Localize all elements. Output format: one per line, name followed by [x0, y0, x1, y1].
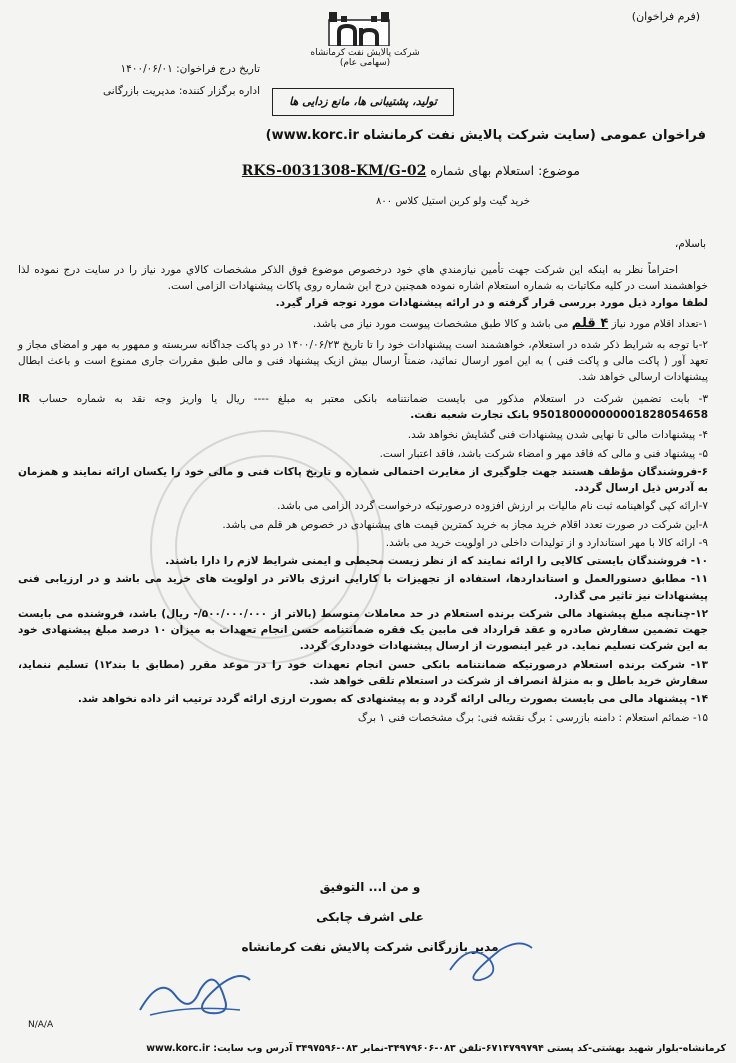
clause-3 — [18, 391, 708, 424]
publish-date: تاریخ درج فراخوان: ۱۴۰۰/۰۶/۰۱ — [120, 63, 260, 75]
clause-7: ۷-ارائه کپی گواهینامه ثبت نام مالیات بر ارزش افزوده درصورتیکه درخواست گردد الزامی می باشد. — [277, 500, 708, 513]
subject-prefix: موضوع: استعلام بهای شماره — [430, 163, 580, 178]
company-name: شرکت پالایش نفت کرمانشاه (سهامی عام) — [310, 48, 420, 68]
closing-phrase: و من ا... التوفیق — [319, 880, 421, 894]
initials-signature-icon — [440, 930, 540, 990]
form-label: (فرم فراخوان) — [631, 10, 700, 23]
inquiry-code: RKS-0031308-KM/G-02 — [241, 163, 427, 179]
clause-13: ۱۳- شرکت برنده استعلام درصورتیکه ضمانتنامه بانکی حسن انجام تعهدات خود را در موعد مقرر (مطابق با بند۱۲) تسلیم ننماید، سفارش خرید باطل و به منزلهٔ انصراف از شرکت در استعلام تلقی خواهد شد. — [18, 658, 708, 687]
clause-11: ۱۱- مطابق دستورالعمل و استانداردها، استفاده از تجهیزات با کارایی انرژی بالاتر در اولویت های خرید می باشد و در ارزیابی فنی پیشنهادات نیز تاثیر می گذارد. — [18, 573, 708, 602]
clause-1-tail: می باشد و کالا طبق مشخصات پیوست مورد نیاز می باشد. — [312, 317, 569, 330]
clause-2: ۲-با توجه به شرایط ذکر شده در استعلام، خواهشمند است پیشنهادات خود را تا تاریخ ۱۴۰۰/۰۶/۲۳ در دو پاکت جداگانه سربسته و ممهور به مهر و امضای مجاز و تعهد آور ( پاکت مالی و پاکت فنی ) به این امور ارسال نمائید، ضمناً ارسال بیش ازیک پیشنهاد فنی و مالی طبق مقررات جاری ممنوع است و باعث ابطال پیشنهادات ارسالی خواهد شد. — [18, 338, 708, 384]
greeting: باسلام، — [674, 238, 706, 250]
item-description: خرید گیت ولو کربن استیل کلاس ۸۰۰ — [376, 196, 530, 207]
item-quantity: ۴ قلم — [571, 315, 609, 331]
page-title: فراخوان عمومی (سایت شرکت پالایش نفت کرمانشاه www.korc.ir) — [265, 128, 706, 143]
clause-9: ۹- ارائه کالا با مهر استاندارد و از تولیدات داخلی در اولویت خرید می باشد. — [385, 536, 708, 549]
bank-name: بانک تجارت شعبه نفت. — [410, 409, 530, 421]
clause-4: ۴- پیشنهادات مالی تا نهایی شدن پیشنهادات فنی گشایش نخواهد شد. — [407, 429, 708, 442]
organizer: اداره برگزار کننده: مدیریت بازرگانی — [102, 85, 260, 97]
clause-1-text: ۱-تعداد اقلام مورد نیاز — [611, 317, 708, 330]
document-body — [18, 262, 708, 726]
reference-mark: N/A/A — [28, 1020, 54, 1030]
clause-10: ۱۰- فروشندگان بایستی کالایی را ارائه نمایند که از نظر زیست محیطی و ایمنی شرایط لازم را دارا باشند. — [165, 555, 708, 568]
signer-title: مدیر بازرگانی شرکت پالایش نفت کرمانشاه — [241, 940, 499, 954]
footer-address: کرمانشاه-بلوار شهید بهشتی-کد پستی ۶۷۱۴۷۹۹۷۹۴-تلفن ۰۸۳-۳۴۹۷۹۶۰۶-نمابر ۰۸۳-۳۴۹۷۵۹۶ آدرس وب سایت: www.korc.ir — [146, 1043, 726, 1054]
iban-number: IR 950180000000001828054658 — [18, 392, 708, 421]
clause-3-text: ۳- بابت تضمین شرکت در استعلام مذکور می بایست ضمانتنامه بانکی معتبر به مبلغ ---- ریال یا واریز وجه نقد به شماره حساب — [38, 392, 708, 405]
clause-15: ۱۵- ضمائم استعلام : دامنه بازرسی : برگ نقشه فنی: برگ مشخصات فنی ۱ برگ — [357, 711, 708, 724]
subject-line — [180, 163, 580, 179]
intro-paragraph: احتراماً نظر به اینکه این شرکت جهت تأمین نیازمندي هاي خود درخصوص موضوع فوق الذکر مشخصات کالاي مورد نیاز را در سایت درج نموده لذا خواهشمند است در کلیه مکاتبات به شماره استعلام اشاره نموده همچنین درج این شماره روی پاکات پیشنهادات الزامی است. — [18, 264, 708, 293]
signer-name: علی اشرف چابکی — [316, 910, 424, 924]
clause-5: ۵- پیشنهاد فنی و مالی که فاقد مهر و امضاء شرکت باشد، فاقد اعتبار است. — [379, 447, 708, 460]
signature-icon — [130, 955, 260, 1025]
clause-12: ۱۲-چنانچه مبلغ پیشنهاد مالی شرکت برنده استعلام در حد معاملات متوسط (بالاتر از ۵۰۰/۰۰۰/۰۰۰/- ریال) باشد، فروشنده می بایست جهت تضمین سفارش صادره و عقد قرارداد فی مابین یک فقره ضمانتنامه حسن انجام تعهدات به میزان ۱۰ درصد مبلغ پیشنهادی خود به این شرکت تسلیم نماید. در غیر اینصورت از ارسال پیشنهادات خودداری گردد. — [18, 607, 709, 653]
clause-8: ۸-این شرکت در صورت تعدد اقلام خرید مجاز به خرید کمترین قیمت های پیشنهادی در خصوص هر قلم می باشد. — [222, 518, 708, 531]
tagline-box: تولید، پشتیبانی ها، مانع زدایی ها — [272, 88, 454, 116]
clause-1 — [18, 314, 708, 334]
clause-6: ۶-فروشندگان مؤظف هستند جهت جلوگیری از مغایرت احتمالی شماره و تاریخ پاکات فنی و مالی خود را یکسان ارائه نمایند و همزمان به آدرس ذیل ارسال گردد. — [18, 465, 708, 495]
refinery-logo-icon — [325, 6, 393, 46]
clause-14: ۱۴- پیشنهاد مالی می بایست بصورت ریالی ارائه گردد و به پیشنهادی که بصورت ارزی ارائه گردد ترتیب اثر داده نخواهد شد. — [77, 693, 708, 706]
intro-note: لطفا موارد ذیل مورد بررسی قرار گرفته و در ارائه پیشنهادات مورد توجه قرار گیرد. — [275, 296, 708, 309]
